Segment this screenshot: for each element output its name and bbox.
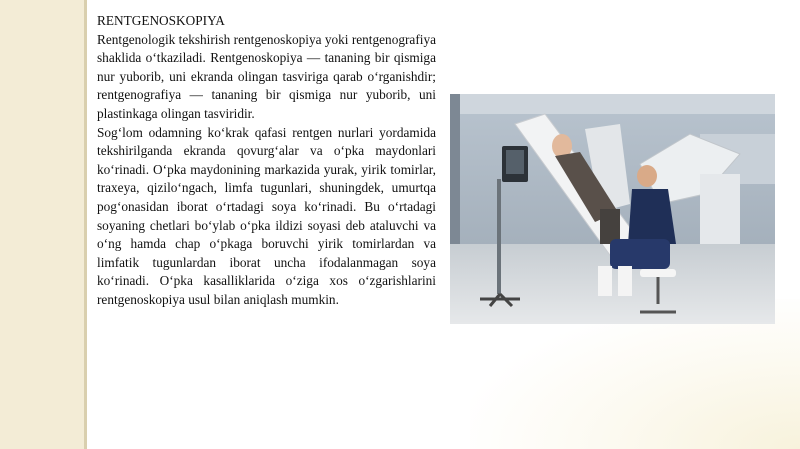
xray-fluoroscopy-photo [450, 94, 775, 324]
paragraph-2: Sog‘lom odamning ko‘krak qafasi rentgen nurlari yordamida tekshirilganda ekranda qovurg‘alar va o‘pka maydonlari ko‘rinadi. O‘pka maydonining markazida yurak, yirik tomirlar, traxeya, qizilo‘ngach, limfa tugunlari, shuningdek, umurtqa pog‘onasidan iborat o‘rtadagi soya ko‘rinadi. Bu o‘rtadagi soyaning chetlari bo‘ylab o‘pka ildizi soyasi deb ataluvchi va o‘ng hamda chap o‘pkaga boruvchi yirik tomirlardan va limfatik tugunlardan iborat uncha ifodalanmagan soya ko‘rinadi. O‘pka kasalliklarida o‘ziga xos o‘zgarishlarini rentgenoskopiya usul bilan aniqlash mumkin. [97, 124, 436, 307]
paragraph-1: Rentgenologik tekshirish rentgenoskopiya yoki rentgenografiya shaklida o‘tkaziladi. Rentgenoskopiya — tananing bir qismiga nur yuborib, uni ekranda olingan tasviriga qarab o‘rganishdir; rentgenografiya — tananing bir qismiga nur yuborib, uni plastinkaga olingan tasviridir. [97, 31, 436, 121]
section-heading: RENTGENOSKOPIYA [97, 13, 225, 28]
left-decorative-bar [0, 0, 87, 449]
text-column [97, 12, 436, 310]
